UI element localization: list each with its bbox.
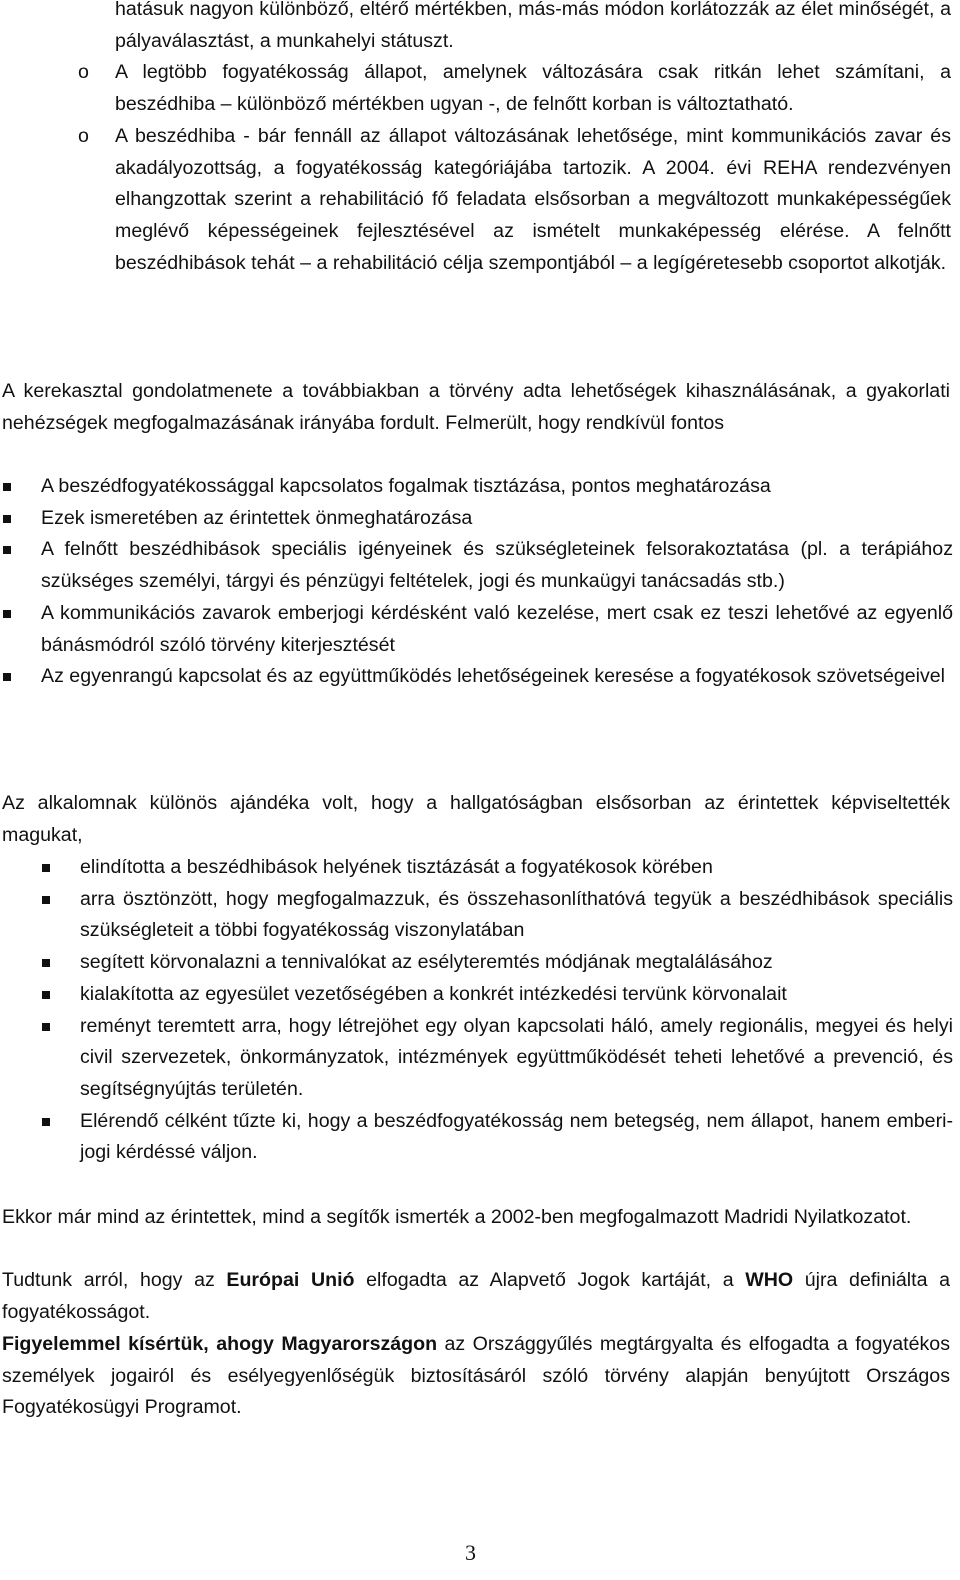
list-item	[0, 57, 951, 120]
square-bullet-icon	[42, 1023, 50, 1031]
square-bullet-icon	[3, 610, 11, 618]
list-item-text: Elérendő célként tűzte ki, hogy a beszédfogyatékosság nem betegség, nem állapot, hanem emberi-jogi kérdéssé váljon.	[80, 1109, 953, 1164]
list-item	[2, 979, 953, 1011]
list-item-text: elindította a beszédhibások helyének tisztázását a fogyatékosok körében	[80, 856, 713, 878]
text-run: Tudtunk arról, hogy az	[2, 1269, 227, 1291]
list-item-text: kialakította az egyesület vezetőségében a konkrét intézkedési tervünk körvonalait	[80, 982, 787, 1005]
square-bullet-icon	[42, 959, 50, 967]
text-run: az Országgyűlés megtárgyalta és elfogadta a fogyatékos személyek jogairól és esélyegyenlőségük biztosításáról szóló törvény alapján benyújtott Országos Fogyatékosügyi Programot.	[2, 1333, 950, 1419]
list-item-text: A felnőtt beszédhibások speciális igényeinek és szükségleteinek felsorakoztatása (pl. a terápiához szükséges személyi, tárgyi és pénzügyi feltételek, jogi és munkaügyi tanácsadás stb.)	[41, 538, 953, 593]
square-bullet-icon	[42, 1118, 50, 1126]
list-item-text: Ezek ismeretében az érintettek önmeghatározása	[41, 506, 473, 529]
square-bullet-icon	[3, 515, 11, 523]
list-item	[0, 121, 951, 280]
paragraph-orszaggyules	[2, 1329, 950, 1424]
list-item-text: hatásuk nagyon különböző, eltérő mértékben, más-más módon korlátozzák az élet minőségét, a pályaválasztást, a munkahelyi státuszt.	[115, 0, 951, 52]
list-item	[2, 852, 953, 884]
square-bullet-list-2	[2, 852, 953, 1169]
list-item-text: arra ösztönzött, hogy megfogalmazzuk, és összehasonlíthatóvá tegyük a beszédhibások speciális szükségleteit a többi fogyatékosság viszonylatában	[80, 887, 953, 942]
list-item	[2, 503, 953, 535]
list-item-text: A beszédhiba - bár fennáll az állapot változásának lehetősége, mint kommunikációs zavar és akadályozottság, a fogyatékosság kategóriájába tartozik. A 2004. évi REHA rendezvényen elhangzottak szerint a rehabilitáció fő feladata elsősorban a megváltozott munkaképességűek meglévő képességeinek fejlesztésével az ismételt munkaképesség elérése. A felnőtt beszédhibások tehát – a rehabilitáció célja szempontjából – a legígéretesebb csoportot alkotják.	[115, 124, 951, 274]
list-item-text: A legtöbb fogyatékosság állapot, amelynek változására csak ritkán lehet számítani, a beszédhiba – különböző mértékben ugyan -, de felnőtt korban is változtatható.	[115, 61, 951, 116]
circle-bullet-list	[0, 0, 960, 279]
list-item-text: Az egyenrangú kapcsolat és az együttműködés lehetőségeinek keresése a fogyatékosok szövetségeivel	[41, 665, 946, 688]
text-run: elfogadta az Alapvető Jogok kartáját, a	[354, 1269, 746, 1291]
square-bullet-icon	[3, 483, 11, 491]
square-bullet-icon	[42, 991, 50, 999]
square-bullet-icon	[3, 546, 11, 554]
square-bullet-icon	[3, 673, 11, 681]
list-item	[2, 1011, 953, 1106]
square-bullet-icon	[42, 896, 50, 904]
list-item	[2, 598, 953, 661]
paragraph-madridi: Ekkor már mind az érintettek, mind a segítők ismerték a 2002-ben megfogalmazott Madridi Nyilatkozatot.	[2, 1206, 912, 1228]
list-item	[2, 884, 953, 947]
list-item-text: reményt teremtett arra, hogy létrejöhet egy olyan kapcsolati háló, amely regionális, megyei és helyi civil szervezetek, önkormányzatok, intézmények együttműködését teheti lehetővé a prevenció, és segítségnyújtás területén.	[80, 1014, 953, 1100]
paragraph-kerekasztal: A kerekasztal gondolatmenete a továbbiakban a törvény adta lehetőségek kihasználásának, a gyakorlati nehézségek megfogalmazásának irányába fordult. Felmerült, hogy rendkívül fontos	[2, 380, 950, 434]
list-item	[2, 947, 953, 979]
list-item	[2, 1106, 953, 1169]
square-bullet-list-1	[2, 471, 953, 693]
list-item-text: A beszédfogyatékossággal kapcsolatos fogalmak tisztázása, pontos meghatározása	[41, 475, 771, 497]
paragraph-alkalom: Az alkalomnak különös ajándéka volt, hogy a hallgatóságban elsősorban az érintettek képviseltették magukat,	[2, 792, 950, 846]
circle-bullet-icon: o	[78, 61, 89, 84]
list-item	[2, 661, 953, 693]
bold-text-who: WHO	[745, 1269, 794, 1291]
text-run: újra definiálta a fogyatékosságot.	[2, 1269, 950, 1323]
list-item	[2, 471, 953, 503]
list-item-text: segített körvonalazni a tennivalókat az esélyteremtés módjának megtalálásához	[80, 951, 773, 974]
list-item	[2, 534, 953, 597]
list-item-text: A kommunikációs zavarok emberjogi kérdésként való kezelése, mert csak ez teszi lehetővé az egyenlő bánásmódról szóló törvény kiterjesztését	[41, 601, 953, 656]
bold-text-figyelemmel: Figyelemmel kísértük, ahogy Magyarországon	[2, 1333, 438, 1355]
bold-text-eu: Európai Unió	[226, 1269, 355, 1291]
square-bullet-icon	[42, 864, 50, 872]
page-number: 3	[465, 1540, 476, 1565]
list-item	[0, 0, 951, 57]
circle-bullet-icon: o	[78, 124, 89, 147]
paragraph-eu-who	[2, 1265, 950, 1328]
